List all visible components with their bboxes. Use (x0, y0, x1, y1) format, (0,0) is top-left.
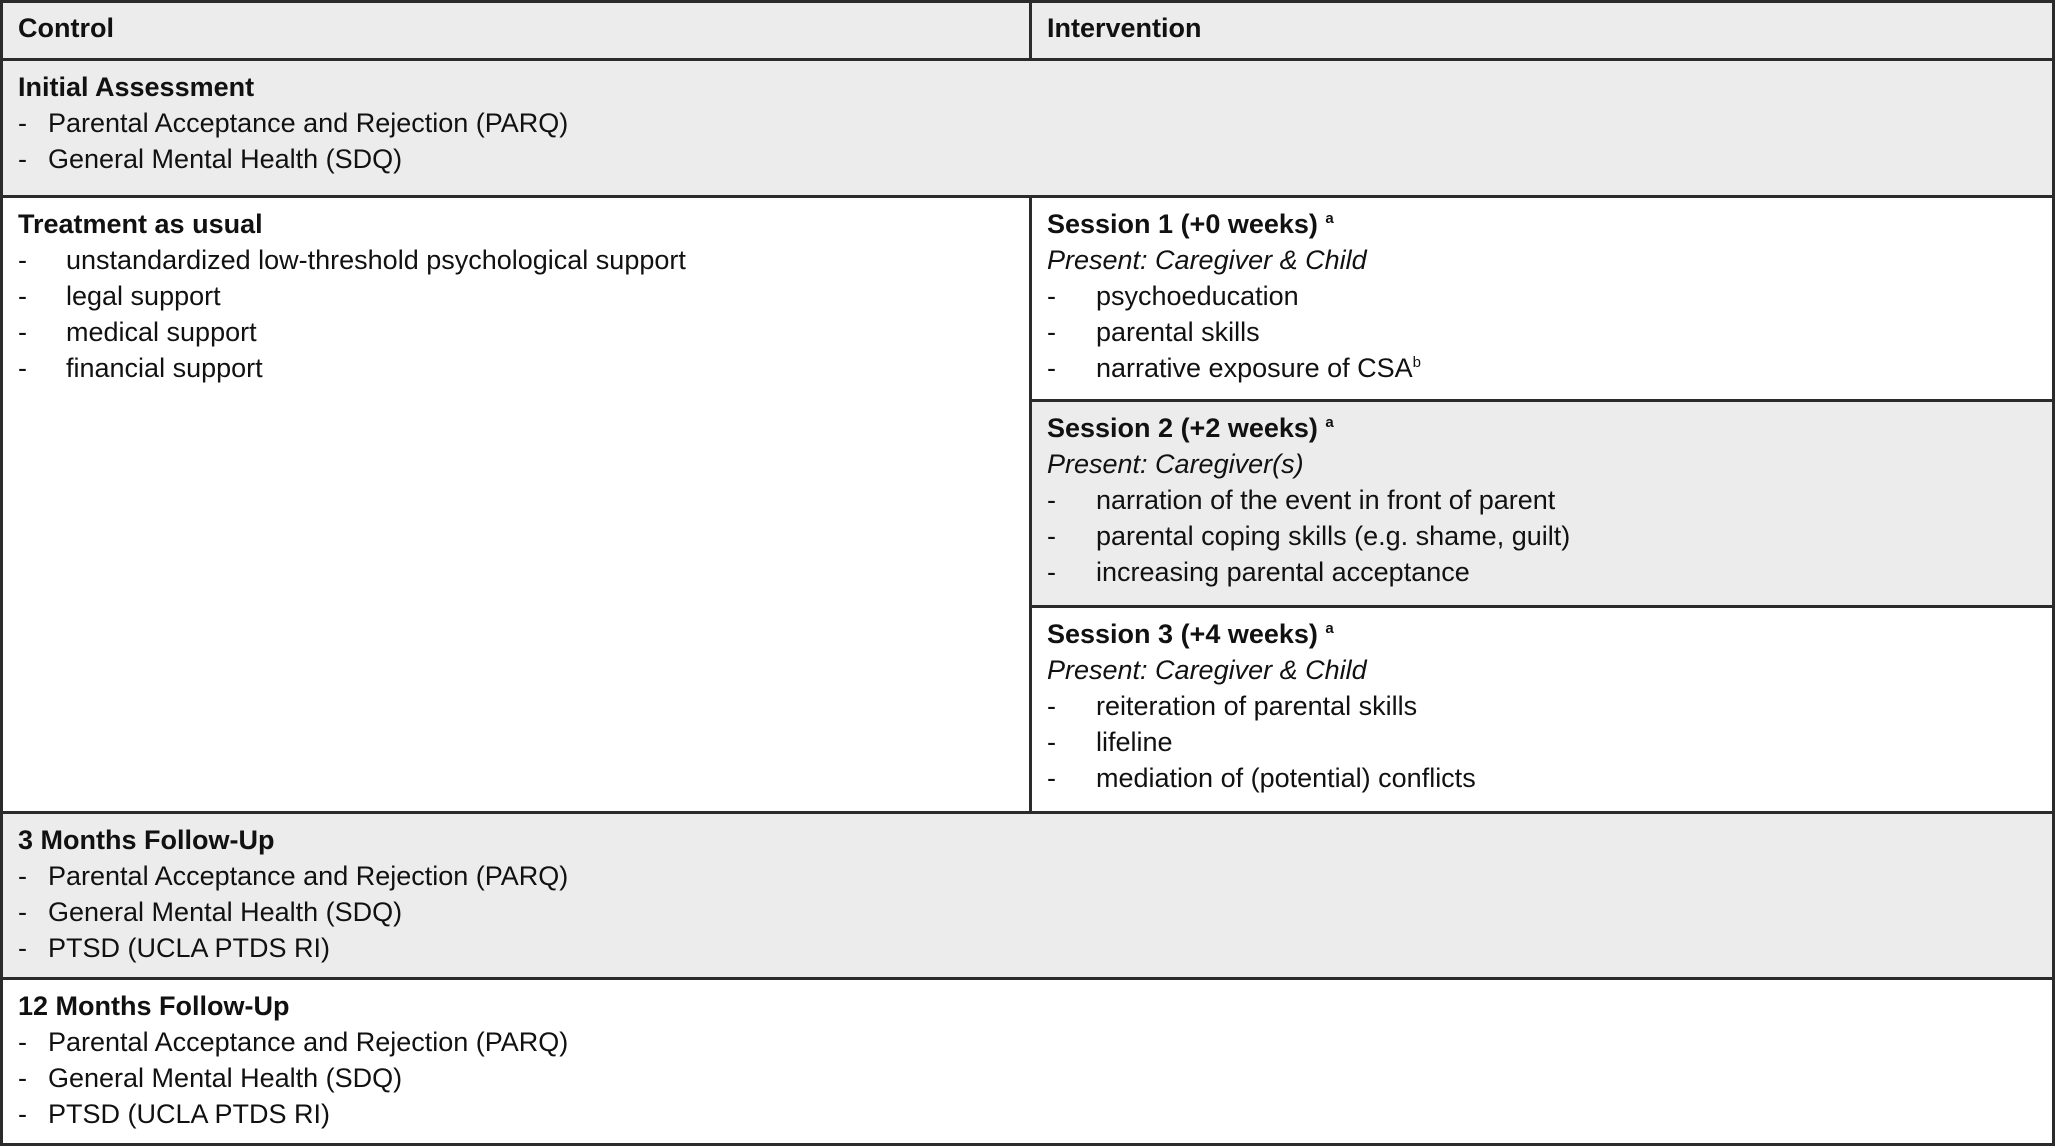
list-dash: - (18, 1027, 27, 1057)
list-dash: - (1047, 763, 1056, 793)
list-item-text: medical support (66, 317, 257, 347)
list-item (18, 350, 1015, 386)
session-3-title (1047, 616, 2038, 652)
list-dash: - (18, 108, 27, 138)
list-item (18, 858, 2038, 894)
session-1-present: Present: Caregiver & Child (1047, 245, 1367, 275)
session-2-title-text: Session 2 (+2 weeks) (1047, 413, 1318, 443)
list-dash: - (1047, 353, 1056, 383)
followup-12-cell (3, 980, 2052, 1143)
list-item (18, 930, 2038, 966)
header-intervention-cell (1032, 3, 2052, 58)
list-dash: - (18, 933, 27, 963)
row-divider (3, 58, 2052, 61)
list-item (18, 314, 1015, 350)
list-dash: - (18, 1063, 27, 1093)
footnote-b: b (1412, 354, 1422, 371)
list-dash: - (1047, 557, 1056, 587)
list-item-text: Parental Acceptance and Rejection (PARQ) (48, 861, 569, 891)
list-dash: - (18, 144, 27, 174)
session-1-cell (1032, 198, 2052, 399)
list-item (1047, 760, 2038, 796)
initial-assessment-title: Initial Assessment (18, 72, 255, 102)
list-item (1047, 314, 2038, 350)
session-2-present: Present: Caregiver(s) (1047, 449, 1304, 479)
column-divider (1029, 195, 1032, 811)
list-item-text: financial support (66, 353, 263, 383)
list-dash: - (18, 861, 27, 891)
list-item-text: legal support (66, 281, 221, 311)
session-2-title (1047, 410, 2038, 446)
row-divider (3, 977, 2052, 980)
list-item-text: PTSD (UCLA PTDS RI) (48, 1099, 331, 1129)
list-item-text: mediation of (potential) conflicts (1096, 763, 1476, 793)
list-item (1047, 482, 2038, 518)
list-item (18, 141, 2038, 177)
row-divider (1029, 605, 2052, 608)
session-3-cell (1032, 608, 2052, 811)
list-item (1047, 350, 2038, 386)
list-item-text: parental coping skills (e.g. shame, guilt) (1096, 521, 1571, 551)
list-dash: - (18, 353, 27, 383)
list-dash: - (18, 897, 27, 927)
list-item-text-main: narrative exposure of CSA (1096, 353, 1413, 383)
list-item (18, 894, 2038, 930)
session-3-title-text: Session 3 (+4 weeks) (1047, 619, 1318, 649)
list-dash: - (18, 281, 27, 311)
list-item-text: Parental Acceptance and Rejection (PARQ) (48, 1027, 569, 1057)
row-divider (1029, 399, 2052, 402)
session-3-present: Present: Caregiver & Child (1047, 655, 1367, 685)
list-dash: - (18, 1099, 27, 1129)
initial-assessment-cell (3, 61, 2052, 195)
session-2-cell (1032, 402, 2052, 605)
followup-3-cell (3, 814, 2052, 977)
list-item-text (1096, 350, 1421, 386)
list-item-text: lifeline (1096, 727, 1173, 757)
list-item-text: PTSD (UCLA PTDS RI) (48, 933, 331, 963)
list-dash: - (1047, 485, 1056, 515)
list-item (18, 1024, 2038, 1060)
list-item-text: Parental Acceptance and Rejection (PARQ) (48, 108, 569, 138)
session-2-footnote: a (1325, 414, 1334, 431)
list-item (1047, 278, 2038, 314)
list-item-text: General Mental Health (SDQ) (48, 897, 403, 927)
row-divider (3, 195, 2052, 198)
list-item-text: unstandardized low-threshold psychological support (66, 245, 686, 275)
list-dash: - (1047, 281, 1056, 311)
list-item (18, 1060, 2038, 1096)
session-3-footnote: a (1325, 620, 1334, 637)
header-control-cell (3, 3, 1029, 58)
list-item (18, 105, 2038, 141)
list-dash: - (1047, 727, 1056, 757)
control-arm-cell (3, 198, 1029, 811)
column-divider (1029, 3, 1032, 58)
list-item-text: General Mental Health (SDQ) (48, 1063, 403, 1093)
list-item (1047, 554, 2038, 590)
list-dash: - (1047, 521, 1056, 551)
session-1-footnote: a (1325, 210, 1334, 227)
list-dash: - (1047, 691, 1056, 721)
list-item (1047, 724, 2038, 760)
list-item-text: psychoeducation (1096, 281, 1299, 311)
list-item-text: reiteration of parental skills (1096, 691, 1418, 721)
row-divider (3, 811, 2052, 814)
control-arm-title: Treatment as usual (18, 209, 263, 239)
list-dash: - (18, 245, 27, 275)
list-dash: - (18, 317, 27, 347)
followup-3-title: 3 Months Follow-Up (18, 825, 275, 855)
list-dash: - (1047, 317, 1056, 347)
list-item-text: parental skills (1096, 317, 1260, 347)
session-1-title (1047, 206, 2038, 242)
list-item (18, 242, 1015, 278)
session-1-title-text: Session 1 (+0 weeks) (1047, 209, 1318, 239)
list-item-text: increasing parental acceptance (1096, 557, 1470, 587)
list-item (18, 1096, 2038, 1132)
list-item-text: General Mental Health (SDQ) (48, 144, 403, 174)
header-control-label: Control (18, 13, 114, 43)
list-item (1047, 688, 2038, 724)
list-item (18, 278, 1015, 314)
list-item-text: narration of the event in front of parent (1096, 485, 1556, 515)
followup-12-title: 12 Months Follow-Up (18, 991, 290, 1021)
list-item (1047, 518, 2038, 554)
header-intervention-label: Intervention (1047, 13, 1202, 43)
